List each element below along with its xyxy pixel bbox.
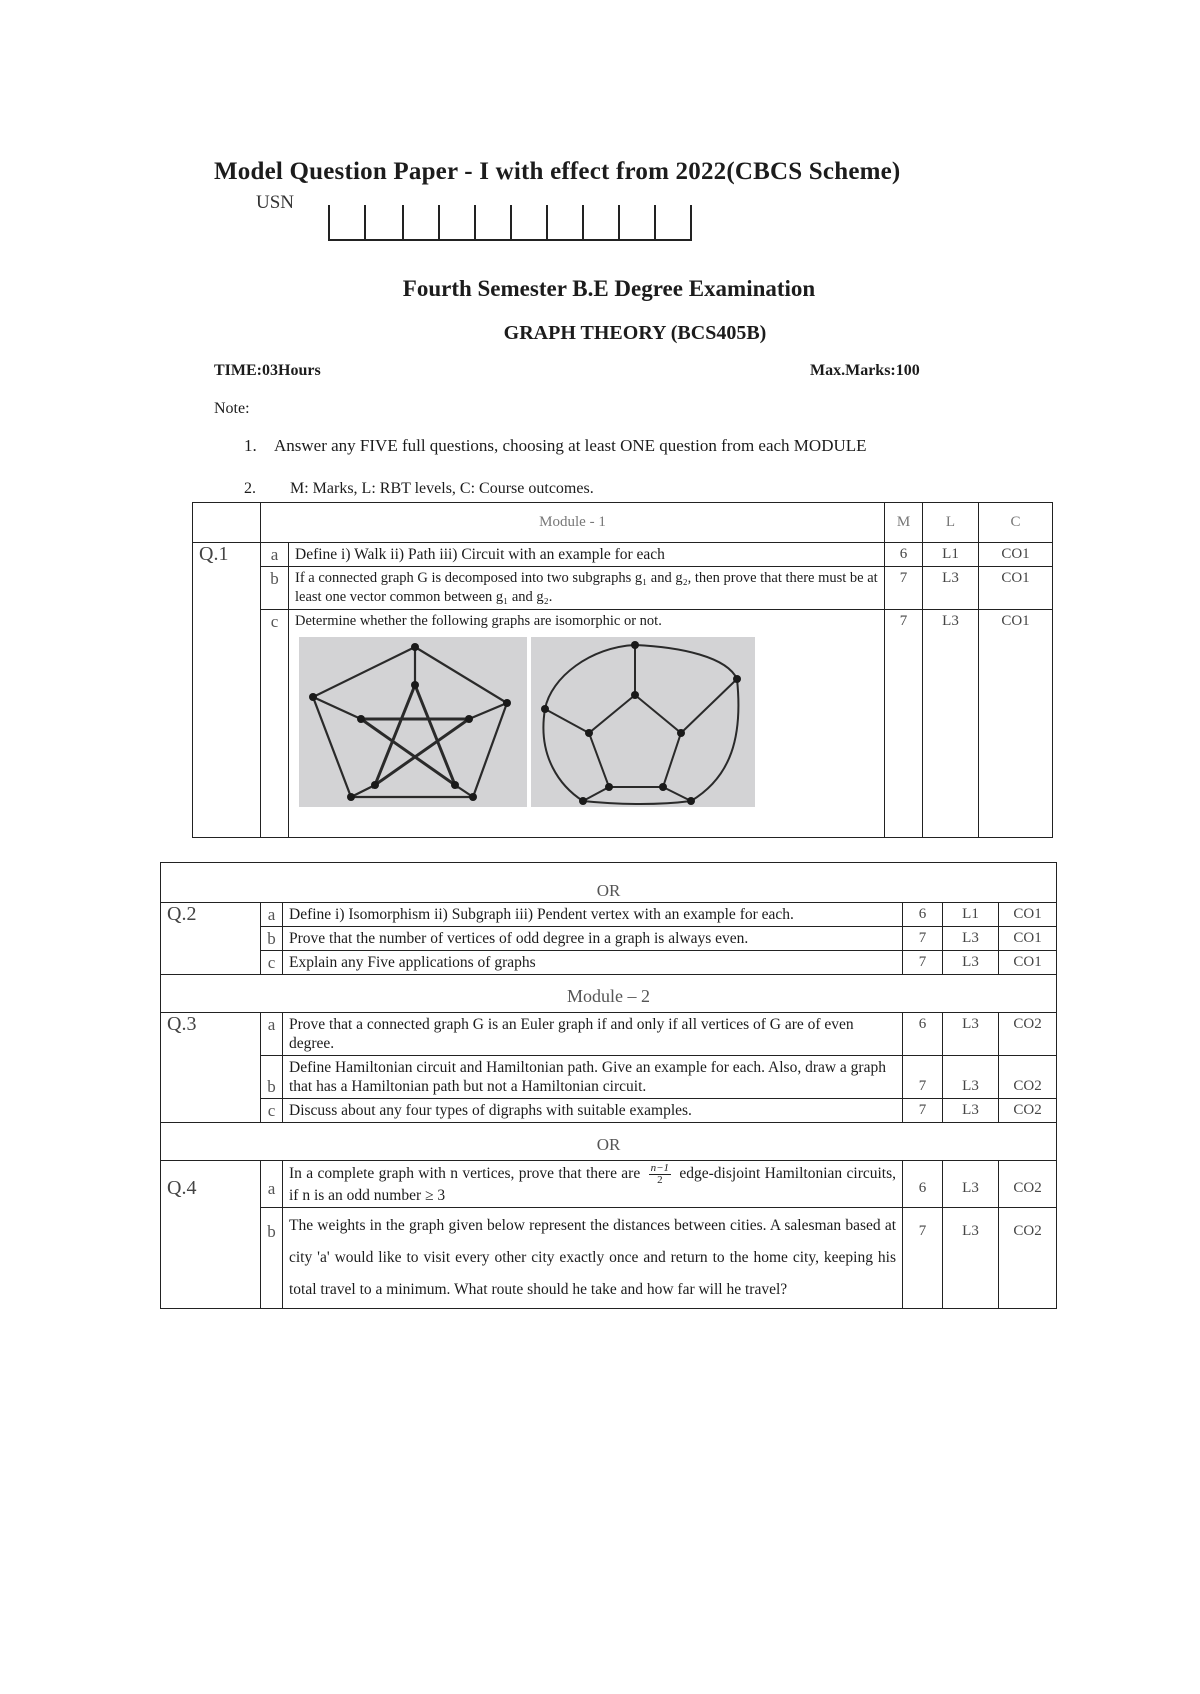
usn-label: USN — [256, 192, 295, 213]
usn-box-divider — [510, 205, 512, 239]
sub-question-label: b — [261, 567, 289, 610]
module-1-table — [192, 502, 1053, 838]
instruction-number: 2. — [244, 480, 256, 497]
usn-box-divider — [546, 205, 548, 239]
exam-time: TIME:03Hours — [214, 362, 321, 379]
marks-value: 6 — [903, 1013, 943, 1056]
level-value: L1 — [923, 543, 979, 567]
marks-value: 7 — [903, 1099, 943, 1123]
marks-value: 7 — [885, 610, 923, 838]
instruction-1 — [244, 434, 990, 457]
usn-box-divider — [582, 205, 584, 239]
question-text: Explain any Five applications of graphs — [283, 951, 903, 975]
question-cell — [289, 610, 885, 838]
level-value: L3 — [943, 1013, 999, 1056]
outcome-value: CO1 — [999, 927, 1057, 951]
usn-entry-boxes — [328, 205, 692, 241]
usn-box-divider — [364, 205, 366, 239]
outcome-value: CO1 — [999, 951, 1057, 975]
sub-question-label: c — [261, 610, 289, 838]
sub-question-label: c — [261, 1099, 283, 1123]
outcome-value: CO2 — [999, 1013, 1057, 1056]
marks-value: 7 — [885, 567, 923, 610]
or-divider: OR — [161, 863, 1057, 903]
sub-question-label: b — [261, 1208, 283, 1309]
outcome-value: CO1 — [999, 903, 1057, 927]
outcome-value: CO2 — [999, 1099, 1057, 1123]
sub-question-label: c — [261, 951, 283, 975]
question-text: Discuss about any four types of digraphs with suitable examples. — [283, 1099, 903, 1123]
blank-cell — [193, 503, 261, 543]
level-heading: L — [923, 503, 979, 543]
level-value: L3 — [943, 927, 999, 951]
question-number: Q.4 — [161, 1161, 261, 1309]
level-value: L3 — [943, 1056, 999, 1099]
usn-box-divider — [618, 205, 620, 239]
outcome-value: CO1 — [979, 567, 1053, 610]
pentagon-cycle-graph-image — [531, 637, 755, 807]
sub-question-label: b — [261, 1056, 283, 1099]
question-text: Prove that the number of vertices of odd degree in a graph is always even. — [283, 927, 903, 951]
question-text — [283, 1161, 903, 1208]
level-value: L1 — [943, 903, 999, 927]
outcome-value: CO2 — [999, 1161, 1057, 1208]
question-number: Q.2 — [161, 903, 261, 975]
question-number: Q.3 — [161, 1013, 261, 1123]
instruction-number: 1. — [244, 436, 257, 455]
sub-question-label: a — [261, 903, 283, 927]
instruction-text: M: Marks, L: RBT levels, C: Course outcomes. — [290, 480, 594, 497]
outcome-value: CO1 — [979, 610, 1053, 838]
graph-figures — [299, 637, 878, 807]
outcome-value: CO2 — [999, 1056, 1057, 1099]
question-text: If a connected graph G is decomposed into two subgraphs g₁ and g₂, then prove that there must be at least one vector common between g₁ and g₂. — [289, 567, 885, 610]
level-value: L3 — [923, 610, 979, 838]
outcome-heading: C — [979, 503, 1053, 543]
usn-box-divider — [438, 205, 440, 239]
fraction — [649, 1163, 671, 1186]
usn-box-divider — [690, 205, 692, 239]
outcome-value: CO1 — [979, 543, 1053, 567]
note-label: Note: — [214, 400, 250, 417]
level-value: L3 — [943, 1161, 999, 1208]
sub-question-label: a — [261, 1161, 283, 1208]
exam-name: Fourth Semester B.E Degree Examination — [402, 276, 816, 301]
sub-question-label: a — [261, 543, 289, 567]
question-text: Define i) Isomorphism ii) Subgraph iii) Pendent vertex with an example for each. — [283, 903, 903, 927]
max-marks: Max.Marks:100 — [810, 362, 920, 379]
marks-value: 7 — [903, 1208, 943, 1309]
instruction-text: Answer any FIVE full questions, choosing at least ONE question from each MODULE — [274, 436, 867, 455]
usn-box-divider — [474, 205, 476, 239]
marks-value: 6 — [885, 543, 923, 567]
fraction-denominator: 2 — [657, 1174, 663, 1186]
question-text-part: edge-disjoint Hamiltonian circuits, if n is an odd number ≥ 3 — [289, 1165, 897, 1204]
course-name: GRAPH THEORY (BCS405B) — [503, 322, 767, 344]
level-value: L3 — [923, 567, 979, 610]
question-text: Prove that a connected graph G is an Euler graph if and only if all vertices of G are of even degree. — [283, 1013, 903, 1056]
marks-value: 6 — [903, 903, 943, 927]
marks-heading: M — [885, 503, 923, 543]
usn-box-divider — [402, 205, 404, 239]
module-2-table — [160, 862, 1057, 1309]
level-value: L3 — [943, 1208, 999, 1309]
fraction-numerator: n−1 — [650, 1162, 670, 1174]
question-text-part: In a complete graph with n vertices, prove that there are — [289, 1165, 641, 1183]
question-number: Q.1 — [193, 543, 261, 838]
paper-title: Model Question Paper - I with effect from 2022(CBCS Scheme) — [214, 158, 901, 185]
star-pentagon-graph-image — [299, 637, 527, 807]
marks-value: 6 — [903, 1161, 943, 1208]
question-text: Define Hamiltonian circuit and Hamiltonian path. Give an example for each. Also, draw a graph that has a Hamiltonian path but not a Hamiltonian circuit. — [283, 1056, 903, 1099]
level-value: L3 — [943, 1099, 999, 1123]
marks-value: 7 — [903, 927, 943, 951]
level-value: L3 — [943, 951, 999, 975]
outcome-value: CO2 — [999, 1208, 1057, 1309]
module-heading: Module - 1 — [261, 503, 885, 543]
usn-box-divider — [654, 205, 656, 239]
module-heading: Module – 2 — [161, 975, 1057, 1013]
sub-question-label: b — [261, 927, 283, 951]
marks-value: 7 — [903, 951, 943, 975]
question-text: Determine whether the following graphs are isomorphic or not. — [295, 613, 662, 629]
marks-value: 7 — [903, 1056, 943, 1099]
question-text: The weights in the graph given below represent the distances between cities. A salesman based at city 'a' would like to visit every other city exactly once and return to the home city, keeping his total travel to a minimum. What route should he take and how far will he travel? — [283, 1208, 903, 1309]
or-divider: OR — [161, 1123, 1057, 1161]
sub-question-label: a — [261, 1013, 283, 1056]
question-text: Define i) Walk ii) Path iii) Circuit with an example for each — [289, 543, 885, 567]
instruction-2 — [244, 480, 594, 498]
